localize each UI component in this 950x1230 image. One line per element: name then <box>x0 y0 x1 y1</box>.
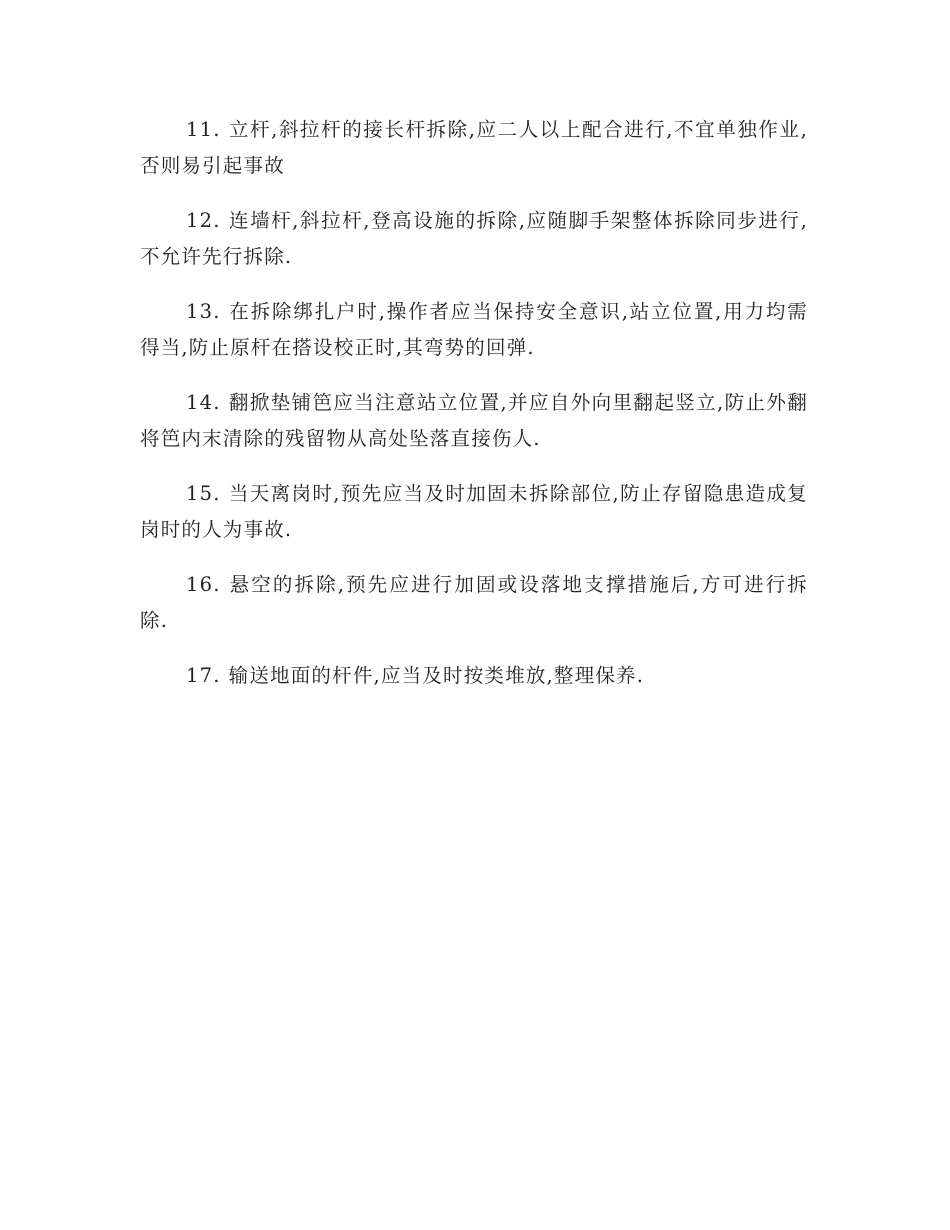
document-body <box>140 112 808 713</box>
item-text: 当天离岗时,预先应当及时加固未拆除部位,防止存留隐患造成复岗时的人为事故. <box>140 482 808 541</box>
list-item-14 <box>140 385 808 457</box>
item-number: 14. <box>186 391 221 414</box>
list-item-13 <box>140 294 808 366</box>
item-number: 15. <box>186 482 221 505</box>
item-text: 在拆除绑扎户时,操作者应当保持安全意识,站立位置,用力均需得当,防止原杆在搭设校正时,其弯势的回弹. <box>140 300 808 359</box>
item-text: 翻掀垫铺笆应当注意站立位置,并应自外向里翻起竖立,防止外翻将笆内末清除的残留物从高处坠落直接伤人. <box>140 391 808 450</box>
list-item-16 <box>140 567 808 639</box>
item-number: 11. <box>186 118 221 141</box>
item-text: 连墙杆,斜拉杆,登高设施的拆除,应随脚手架整体拆除同步进行,不允许先行拆除. <box>140 209 808 268</box>
item-number: 17. <box>186 664 221 687</box>
item-number: 16. <box>186 573 221 596</box>
item-text: 输送地面的杆件,应当及时按类堆放,整理保养. <box>228 664 645 687</box>
item-text: 悬空的拆除,预先应进行加固或设落地支撑措施后,方可进行拆除. <box>140 573 808 632</box>
item-number: 13. <box>186 300 221 323</box>
item-number: 12. <box>186 209 221 232</box>
list-item-17 <box>140 658 808 694</box>
list-item-15 <box>140 476 808 548</box>
list-item-12 <box>140 203 808 275</box>
list-item-11 <box>140 112 808 184</box>
item-text: 立杆,斜拉杆的接长杆拆除,应二人以上配合进行,不宜单独作业,否则易引起事故 <box>140 118 808 177</box>
